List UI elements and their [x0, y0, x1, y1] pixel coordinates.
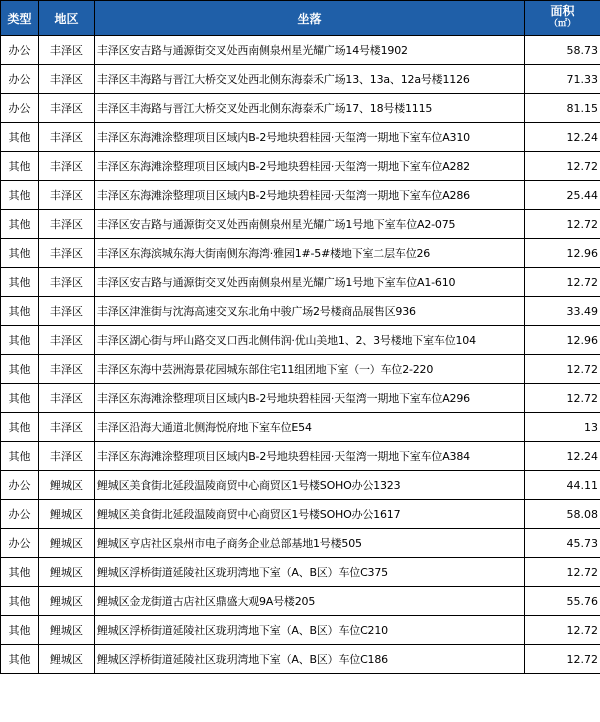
- cell-location: 丰泽区沿海大通道北侧海悦府地下室车位E54: [95, 413, 525, 442]
- cell-location: 鲤城区美食街北延段温陵商贸中心商贸区1号楼SOHO办公1617: [95, 500, 525, 529]
- cell-type: 其他: [1, 413, 39, 442]
- table-row: [1, 558, 600, 587]
- table-row: [1, 384, 600, 413]
- cell-region: 鲤城区: [39, 471, 95, 500]
- header-location: 坐落: [95, 1, 525, 36]
- cell-area: 25.44: [525, 181, 600, 210]
- cell-type: 其他: [1, 181, 39, 210]
- cell-location: 丰泽区湖心街与坪山路交叉口西北侧伟润·优山美地1、2、3号楼地下室车位104: [95, 326, 525, 355]
- cell-region: 丰泽区: [39, 239, 95, 268]
- cell-area: 81.15: [525, 94, 600, 123]
- cell-area: 12.72: [525, 355, 600, 384]
- cell-type: 其他: [1, 123, 39, 152]
- cell-region: 丰泽区: [39, 268, 95, 297]
- cell-location: 丰泽区东海滨城东海大街南侧东海湾·雅园1#-5#楼地下室二层车位26: [95, 239, 525, 268]
- cell-region: 丰泽区: [39, 210, 95, 239]
- cell-location: 鲤城区浮桥街道延陵社区珑玥湾地下室（A、B区）车位C375: [95, 558, 525, 587]
- cell-region: 丰泽区: [39, 94, 95, 123]
- table-row: [1, 65, 600, 94]
- cell-region: 鲤城区: [39, 587, 95, 616]
- table-row: [1, 326, 600, 355]
- cell-location: 丰泽区安吉路与通源街交叉处西南侧泉州星光耀广场1号地下室车位A2-075: [95, 210, 525, 239]
- cell-area: 12.72: [525, 268, 600, 297]
- cell-area: 12.72: [525, 210, 600, 239]
- cell-type: 其他: [1, 152, 39, 181]
- cell-location: 丰泽区东海滩涂整理项目区域内B-2号地块碧桂园·天玺湾一期地下室车位A286: [95, 181, 525, 210]
- cell-region: 鲤城区: [39, 645, 95, 674]
- table-body: [1, 36, 600, 674]
- cell-area: 12.96: [525, 326, 600, 355]
- cell-area: 71.33: [525, 65, 600, 94]
- cell-type: 其他: [1, 645, 39, 674]
- header-area-label: 面积: [550, 4, 575, 18]
- table-row: [1, 587, 600, 616]
- cell-location: 鲤城区浮桥街道延陵社区珑玥湾地下室（A、B区）车位C186: [95, 645, 525, 674]
- table-row: [1, 152, 600, 181]
- cell-region: 鲤城区: [39, 500, 95, 529]
- cell-area: 13: [525, 413, 600, 442]
- table-row: [1, 442, 600, 471]
- table-row: [1, 529, 600, 558]
- cell-area: 55.76: [525, 587, 600, 616]
- cell-type: 其他: [1, 297, 39, 326]
- table-row: [1, 181, 600, 210]
- cell-area: 12.24: [525, 442, 600, 471]
- cell-area: 12.96: [525, 239, 600, 268]
- cell-area: 12.24: [525, 123, 600, 152]
- cell-region: 丰泽区: [39, 181, 95, 210]
- cell-region: 丰泽区: [39, 36, 95, 65]
- cell-location: 丰泽区东海滩涂整理项目区域内B-2号地块碧桂园·天玺湾一期地下室车位A282: [95, 152, 525, 181]
- header-type: 类型: [1, 1, 39, 36]
- header-row: [1, 1, 600, 36]
- cell-region: 丰泽区: [39, 123, 95, 152]
- cell-type: 其他: [1, 558, 39, 587]
- table-row: [1, 36, 600, 65]
- cell-area: 12.72: [525, 645, 600, 674]
- table-row: [1, 297, 600, 326]
- table-row: [1, 645, 600, 674]
- cell-type: 办公: [1, 94, 39, 123]
- cell-location: 鲤城区美食街北延段温陵商贸中心商贸区1号楼SOHO办公1323: [95, 471, 525, 500]
- cell-region: 鲤城区: [39, 616, 95, 645]
- cell-type: 办公: [1, 36, 39, 65]
- cell-area: 12.72: [525, 558, 600, 587]
- table-row: [1, 616, 600, 645]
- cell-type: 其他: [1, 268, 39, 297]
- cell-region: 丰泽区: [39, 297, 95, 326]
- cell-area: 45.73: [525, 529, 600, 558]
- cell-type: 其他: [1, 587, 39, 616]
- table-row: [1, 355, 600, 384]
- cell-area: 58.08: [525, 500, 600, 529]
- cell-region: 鲤城区: [39, 529, 95, 558]
- header-region: 地区: [39, 1, 95, 36]
- cell-type: 办公: [1, 471, 39, 500]
- table-row: [1, 210, 600, 239]
- cell-type: 其他: [1, 616, 39, 645]
- cell-type: 其他: [1, 326, 39, 355]
- cell-area: 33.49: [525, 297, 600, 326]
- cell-area: 12.72: [525, 616, 600, 645]
- table-row: [1, 500, 600, 529]
- cell-type: 其他: [1, 210, 39, 239]
- table-row: [1, 413, 600, 442]
- cell-type: 办公: [1, 529, 39, 558]
- cell-location: 丰泽区东海滩涂整理项目区域内B-2号地块碧桂园·天玺湾一期地下室车位A310: [95, 123, 525, 152]
- cell-location: 丰泽区安吉路与通源街交叉处西南侧泉州星光耀广场14号楼1902: [95, 36, 525, 65]
- cell-location: 丰泽区丰海路与晋江大桥交叉处西北侧东海泰禾广场13、13a、12a号楼1126: [95, 65, 525, 94]
- cell-area: 58.73: [525, 36, 600, 65]
- cell-area: 12.72: [525, 152, 600, 181]
- table-row: [1, 239, 600, 268]
- cell-location: 丰泽区丰海路与晋江大桥交叉处西北侧东海泰禾广场17、18号楼1115: [95, 94, 525, 123]
- cell-location: 丰泽区东海中芸洲海景花园城东部住宅11组团地下室（一）车位2-220: [95, 355, 525, 384]
- cell-region: 丰泽区: [39, 355, 95, 384]
- cell-type: 办公: [1, 65, 39, 94]
- cell-area: 44.11: [525, 471, 600, 500]
- cell-location: 鲤城区亨店社区泉州市电子商务企业总部基地1号楼505: [95, 529, 525, 558]
- table-header: [1, 1, 600, 36]
- cell-location: 丰泽区东海滩涂整理项目区域内B-2号地块碧桂园·天玺湾一期地下室车位A384: [95, 442, 525, 471]
- cell-type: 其他: [1, 442, 39, 471]
- cell-type: 其他: [1, 355, 39, 384]
- table-row: [1, 471, 600, 500]
- cell-type: 办公: [1, 500, 39, 529]
- cell-location: 丰泽区安吉路与通源街交叉处西南侧泉州星光耀广场1号地下室车位A1-610: [95, 268, 525, 297]
- table-row: [1, 123, 600, 152]
- cell-area: 12.72: [525, 384, 600, 413]
- cell-location: 丰泽区东海滩涂整理项目区域内B-2号地块碧桂园·天玺湾一期地下室车位A296: [95, 384, 525, 413]
- cell-region: 丰泽区: [39, 65, 95, 94]
- cell-region: 丰泽区: [39, 413, 95, 442]
- cell-region: 丰泽区: [39, 152, 95, 181]
- cell-type: 其他: [1, 239, 39, 268]
- cell-type: 其他: [1, 384, 39, 413]
- header-area-unit: （㎡）: [548, 19, 576, 29]
- cell-region: 丰泽区: [39, 442, 95, 471]
- cell-region: 丰泽区: [39, 384, 95, 413]
- cell-location: 丰泽区津淮街与沈海高速交叉东北角中骏广场2号楼商品展售区936: [95, 297, 525, 326]
- table-row: [1, 268, 600, 297]
- cell-location: 鲤城区浮桥街道延陵社区珑玥湾地下室（A、B区）车位C210: [95, 616, 525, 645]
- header-area: [525, 1, 600, 36]
- cell-location: 鲤城区金龙街道古店社区鼎盛大观9A号楼205: [95, 587, 525, 616]
- cell-region: 鲤城区: [39, 558, 95, 587]
- table-row: [1, 94, 600, 123]
- cell-region: 丰泽区: [39, 326, 95, 355]
